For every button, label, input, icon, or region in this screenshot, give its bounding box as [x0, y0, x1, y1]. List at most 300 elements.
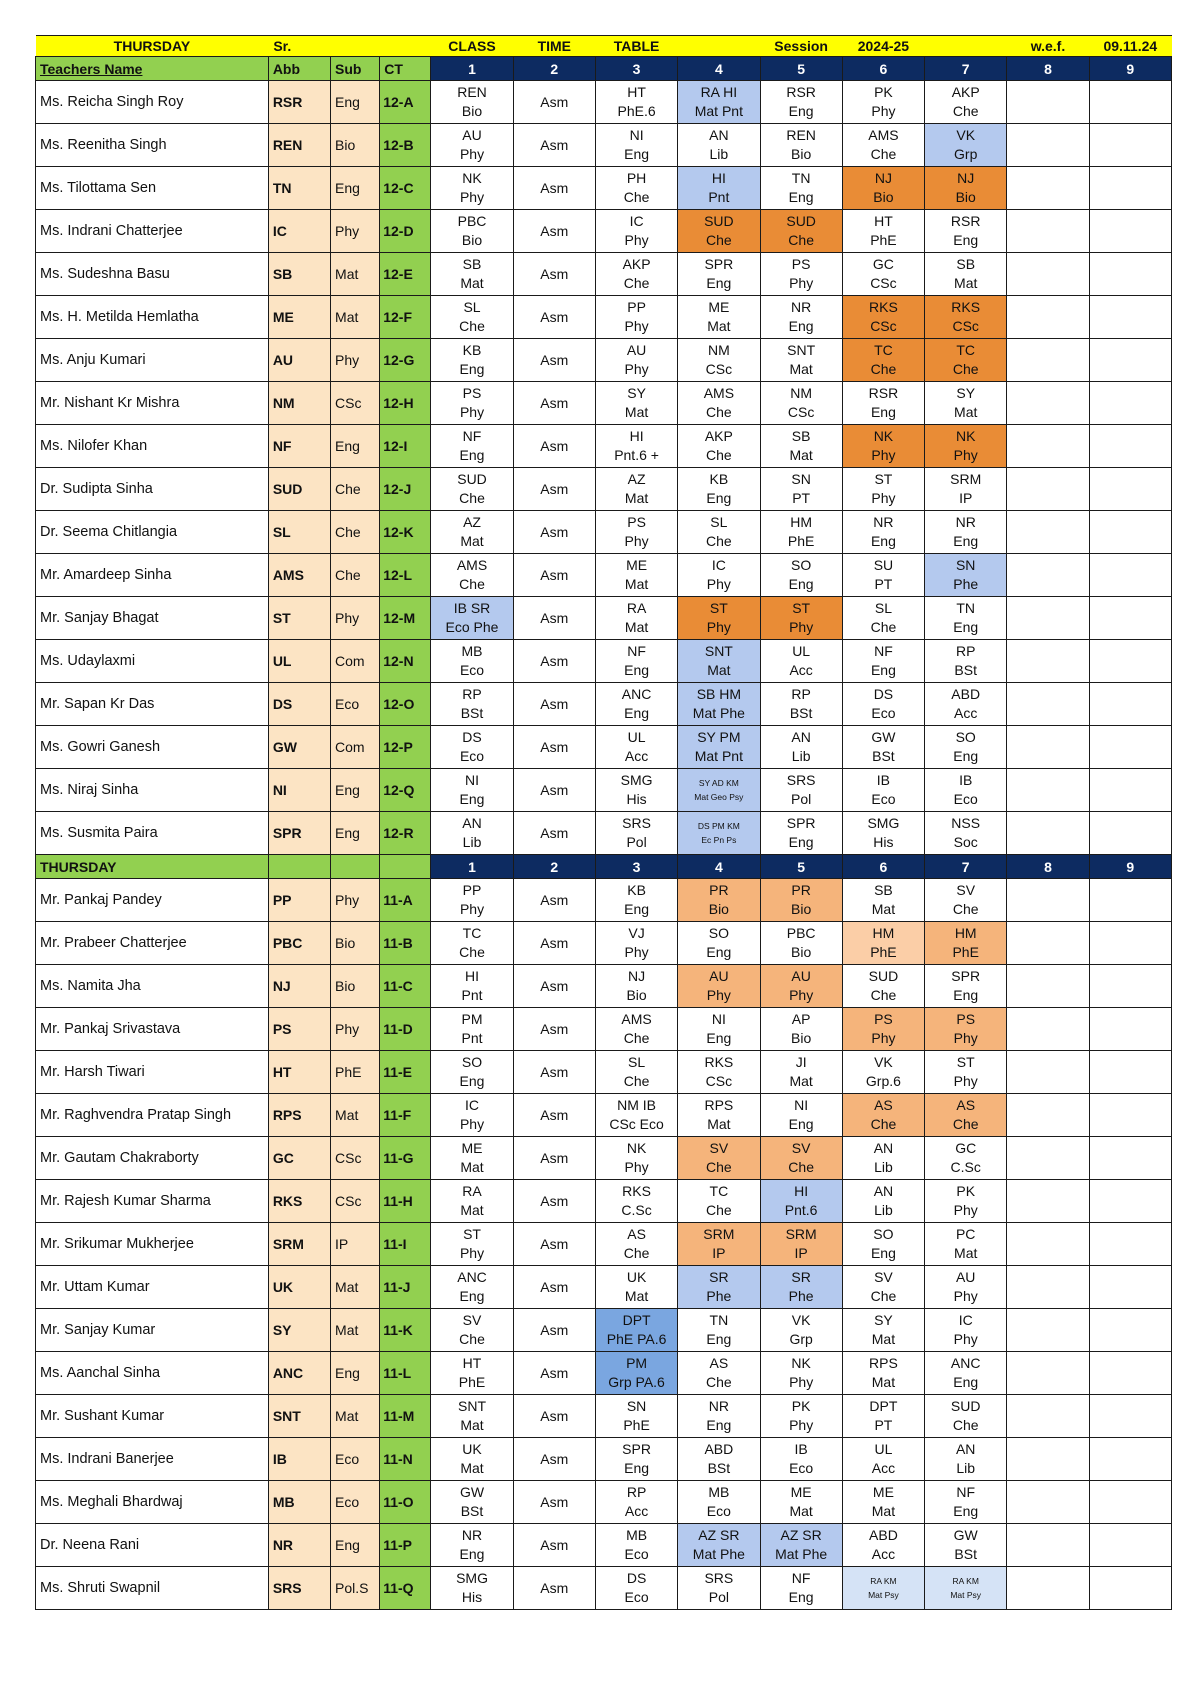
period-cell: [925, 339, 1007, 382]
period-cell: [431, 296, 513, 339]
teacher-row: [36, 922, 1172, 965]
teacher-row: [36, 726, 1172, 769]
teacher-row: [36, 1567, 1172, 1610]
period-cell: [513, 1008, 595, 1051]
period-subject: Mat Psy: [868, 1590, 899, 1600]
period-cell: [513, 1223, 595, 1266]
period-teacher: NF: [874, 643, 893, 659]
period-subject: His: [873, 834, 894, 850]
period-cell: [1089, 511, 1171, 554]
period-cell: [595, 1094, 677, 1137]
period-teacher: PS: [956, 1011, 976, 1027]
teacher-abbreviation: ST: [268, 597, 330, 640]
period-teacher: GW: [871, 729, 896, 745]
period-teacher: AMS: [621, 1011, 652, 1027]
period-teacher: SY: [627, 385, 646, 401]
period-cell: [1007, 769, 1089, 812]
teacher-abbreviation: SUD: [268, 468, 330, 511]
period-cell: [431, 511, 513, 554]
period-subject: Eng: [788, 189, 814, 205]
teacher-abbreviation: NI: [268, 769, 330, 812]
period-teacher: SPR: [704, 256, 734, 272]
period-teacher: AKP: [622, 256, 651, 272]
period-teacher: Asm: [540, 1579, 569, 1596]
period-subject: CSc: [705, 1073, 733, 1089]
period-teacher: KB: [627, 882, 646, 898]
period-subject: Grp.6: [865, 1073, 901, 1089]
period-cell: [1007, 1008, 1089, 1051]
period-cell: [760, 1008, 842, 1051]
teacher-subject: Eco: [331, 1481, 380, 1524]
teacher-name: Ms. Tilottama Sen: [36, 167, 269, 210]
period-subject: Eng: [953, 748, 979, 764]
period-teacher: RA HI: [700, 84, 738, 100]
period-teacher: NI: [629, 127, 644, 143]
period-teacher: ANC: [621, 686, 652, 702]
period-cell: [1089, 769, 1171, 812]
period-cell: [513, 1524, 595, 1567]
period-cell: [760, 1266, 842, 1309]
period-teacher: SN: [791, 471, 811, 487]
teacher-row: [36, 124, 1172, 167]
period-cell: [431, 339, 513, 382]
period-teacher: IB SR: [453, 600, 491, 616]
period-cell: [1007, 1395, 1089, 1438]
period-subject: Eco: [459, 748, 485, 764]
period-subject: PhE: [870, 232, 897, 248]
period-cell: [842, 339, 924, 382]
period-subject: Eng: [624, 901, 650, 917]
period-subject: PhE: [787, 533, 815, 549]
period-teacher: SNT: [704, 643, 733, 659]
period-subject: PhE: [952, 944, 979, 960]
period-subject: Che: [623, 1030, 650, 1046]
class-teacher-of: 12-I: [380, 425, 431, 468]
period-subject: PhE: [458, 1374, 486, 1390]
period-cell: [431, 468, 513, 511]
period-cell: [678, 1481, 760, 1524]
period-teacher: PK: [791, 1398, 811, 1414]
period-teacher: GW: [953, 1527, 978, 1543]
period-cell: [513, 339, 595, 382]
period-subject: Eng: [788, 834, 814, 850]
class-teacher-of: 11-I: [380, 1223, 431, 1266]
period-teacher: Asm: [540, 738, 569, 755]
period-teacher: AMS: [456, 557, 488, 573]
period-teacher: RP: [626, 1484, 647, 1500]
period-subject: PhE PA.6: [606, 1331, 667, 1347]
period-cell: [842, 965, 924, 1008]
teacher-name: Ms. Namita Jha: [36, 965, 269, 1008]
period-teacher: Asm: [540, 781, 569, 798]
period-subject: Bio: [791, 901, 812, 917]
period-cell: [678, 1309, 760, 1352]
period-subject: PhE.6: [617, 103, 656, 119]
period-teacher: HI: [711, 170, 726, 186]
period-cell: [760, 1051, 842, 1094]
period-cell: [431, 1180, 513, 1223]
period-teacher: AN: [873, 1140, 894, 1156]
period-subject: Che: [788, 1159, 814, 1175]
period-cell: [1089, 1438, 1171, 1481]
period-cell: [431, 683, 513, 726]
teacher-name: Mr. Sushant Kumar: [36, 1395, 269, 1438]
period-teacher: AKP: [951, 84, 980, 100]
teacher-abbreviation: AU: [268, 339, 330, 382]
period-cell: [760, 81, 842, 124]
period-subject: Eng: [953, 533, 979, 549]
period-cell: [760, 965, 842, 1008]
class-teacher-of: 11-G: [380, 1137, 431, 1180]
time-label: TIME: [513, 36, 595, 57]
period-teacher: SB: [791, 428, 811, 444]
period-cell: [431, 1524, 513, 1567]
period-teacher: Asm: [540, 308, 569, 325]
period-subject: Che: [459, 1331, 485, 1347]
period-subject: CSc: [870, 275, 897, 291]
period-subject: Mat Psy: [950, 1590, 982, 1600]
period-teacher: RPS: [869, 1355, 898, 1371]
teacher-name: Ms. Gowri Ganesh: [36, 726, 269, 769]
period-teacher: SRS: [622, 815, 651, 831]
period-subject: Bio: [791, 1030, 812, 1046]
period-teacher: Asm: [540, 1235, 569, 1252]
period-cell: [678, 1438, 760, 1481]
period-subject: Che: [870, 1288, 897, 1304]
teacher-abbreviation: GW: [268, 726, 330, 769]
teacher-subject: CSc: [331, 382, 380, 425]
teacher-row: [36, 597, 1172, 640]
period-cell: [595, 1008, 677, 1051]
period-cell: [1007, 1051, 1089, 1094]
period-cell: [513, 769, 595, 812]
period-subject: Mat: [707, 1116, 731, 1132]
period-subject: Phy: [871, 447, 896, 463]
period-subject: Eng: [870, 1245, 896, 1261]
class-teacher-of: 11-K: [380, 1309, 431, 1352]
period-teacher: HI: [794, 1183, 809, 1199]
period-teacher: SUD: [786, 213, 816, 229]
period-subject: Mat: [460, 1417, 484, 1433]
teacher-abbreviation: SY: [268, 1309, 330, 1352]
period-subject: Phy: [459, 146, 485, 162]
period-cell: [925, 1395, 1007, 1438]
period-cell: [1089, 640, 1171, 683]
period-cell: [513, 1180, 595, 1223]
period-cell: [842, 1266, 924, 1309]
period-subject: Eco: [953, 791, 978, 807]
period-cell: [595, 965, 677, 1008]
period-cell: [760, 597, 842, 640]
period-cell: [1007, 683, 1089, 726]
period-cell: [925, 922, 1007, 965]
period-subject: Eng: [870, 404, 896, 420]
period-teacher: PR: [791, 882, 811, 898]
period-teacher: SRS: [786, 772, 816, 788]
period-header: 3: [595, 57, 677, 81]
period-subject: Mat: [871, 1331, 896, 1347]
period-cell: [925, 1567, 1007, 1610]
teacher-name: Ms. Susmita Paira: [36, 812, 269, 855]
wef-label: w.e.f.: [1007, 36, 1089, 57]
period-subject: Mat: [707, 318, 731, 334]
period-subject: Eng: [953, 1503, 979, 1519]
period-cell: [431, 922, 513, 965]
period-teacher: UK: [626, 1269, 647, 1285]
period-teacher: SY AD KM: [698, 778, 739, 788]
period-cell: [678, 1137, 760, 1180]
class-teacher-of: 12-N: [380, 640, 431, 683]
period-teacher: DPT: [869, 1398, 898, 1414]
period-teacher: Asm: [540, 1020, 569, 1037]
period-teacher: MB: [461, 643, 483, 659]
teacher-row: [36, 1051, 1172, 1094]
period-teacher: Asm: [540, 1407, 569, 1424]
period-cell: [925, 425, 1007, 468]
period-teacher: JI: [795, 1054, 807, 1070]
period-subject: Eng: [706, 944, 732, 960]
period-subject: Phy: [789, 1417, 814, 1433]
period-teacher: Asm: [540, 136, 569, 153]
period-teacher: HM: [872, 925, 895, 941]
teacher-subject: Eng: [331, 1524, 380, 1567]
period-subject: Che: [788, 232, 814, 248]
period-cell: [1007, 922, 1089, 965]
period-cell: [513, 1481, 595, 1524]
period-cell: [760, 1438, 842, 1481]
period-cell: [678, 425, 760, 468]
period-subject: Che: [706, 1202, 732, 1218]
class-teacher-of: 12-L: [380, 554, 431, 597]
period-teacher: TC: [709, 1183, 729, 1199]
teacher-row: [36, 1438, 1172, 1481]
period-subject: BSt: [460, 1503, 484, 1519]
teacher-name: Mr. Pankaj Pandey: [36, 879, 269, 922]
period-cell: [595, 683, 677, 726]
period-header: 9: [1089, 57, 1171, 81]
period-subject: PhE: [870, 944, 897, 960]
period-cell: [431, 554, 513, 597]
period-cell: [595, 124, 677, 167]
period-subject: Che: [870, 619, 897, 635]
period-cell: [513, 554, 595, 597]
period-cell: [842, 1309, 924, 1352]
wef-date: 09.11.24: [1089, 36, 1171, 57]
period-teacher: AU: [626, 342, 647, 358]
period-cell: [595, 167, 677, 210]
period-teacher: RP: [462, 686, 482, 702]
period-subject: Bio: [461, 232, 483, 248]
period-cell: [1089, 1137, 1171, 1180]
period-teacher: HT: [627, 84, 646, 100]
period-cell: [842, 382, 924, 425]
period-subject: Eng: [788, 1589, 814, 1605]
period-cell: [1007, 1266, 1089, 1309]
teacher-row: [36, 210, 1172, 253]
period-cell: [925, 210, 1007, 253]
period-cell: [760, 425, 842, 468]
period-cell: [760, 468, 842, 511]
period-subject: Che: [870, 361, 897, 377]
period-cell: [1089, 382, 1171, 425]
period-cell: [842, 879, 924, 922]
period-cell: [842, 554, 924, 597]
period-subject: Phy: [624, 944, 649, 960]
period-cell: [431, 812, 513, 855]
period-cell: [1089, 81, 1171, 124]
period-teacher: SY PM: [697, 729, 741, 745]
period-cell: [431, 425, 513, 468]
period-subject: Che: [706, 447, 732, 463]
period-cell: [513, 683, 595, 726]
teacher-abbreviation: NM: [268, 382, 330, 425]
period-teacher: MB: [708, 1484, 730, 1500]
period-teacher: NI: [711, 1011, 726, 1027]
period-header: 4: [678, 855, 760, 879]
teacher-name: Ms. Meghali Bhardwaj: [36, 1481, 269, 1524]
period-cell: [1089, 210, 1171, 253]
period-subject: CSc: [952, 318, 979, 334]
period-teacher: PP: [627, 299, 646, 315]
teacher-abbreviation: SB: [268, 253, 330, 296]
period-cell: [925, 726, 1007, 769]
class-teacher-of: 11-N: [380, 1438, 431, 1481]
period-subject: Phy: [706, 987, 731, 1003]
day-title: THURSDAY: [36, 36, 269, 57]
period-cell: [595, 253, 677, 296]
class-teacher-of: 11-E: [380, 1051, 431, 1094]
period-teacher: Asm: [540, 1106, 569, 1123]
period-cell: [760, 296, 842, 339]
period-cell: [678, 81, 760, 124]
period-cell: [1007, 1567, 1089, 1610]
period-teacher: Asm: [540, 1493, 569, 1510]
teacher-subject: Che: [331, 554, 380, 597]
period-subject: Mat: [460, 1460, 484, 1476]
period-subject: Phy: [953, 447, 978, 463]
period-subject: Pol: [708, 1589, 729, 1605]
teacher-row: [36, 1481, 1172, 1524]
period-cell: [1007, 1524, 1089, 1567]
period-subject: Mat: [954, 404, 978, 420]
teacher-subject: Che: [331, 468, 380, 511]
period-teacher: ME: [790, 1484, 812, 1500]
teacher-name: Mr. Nishant Kr Mishra: [36, 382, 269, 425]
teacher-subject: Com: [331, 726, 380, 769]
period-subject: Acc: [789, 662, 813, 678]
period-cell: [1089, 1094, 1171, 1137]
period-cell: [1007, 1180, 1089, 1223]
period-cell: [1089, 554, 1171, 597]
class-teacher-of: 12-O: [380, 683, 431, 726]
period-teacher: PH: [626, 170, 647, 186]
period-subject: Che: [870, 1116, 897, 1132]
period-teacher: SUD: [950, 1398, 981, 1414]
period-teacher: MB: [626, 1527, 648, 1543]
teacher-name: Mr. Harsh Tiwari: [36, 1051, 269, 1094]
period-teacher: AU: [462, 127, 482, 143]
period-cell: [1089, 683, 1171, 726]
period-teacher: RSR: [786, 84, 816, 100]
teacher-name: Dr. Sudipta Sinha: [36, 468, 269, 511]
table-label: TABLE: [595, 36, 677, 57]
period-teacher: ST: [956, 1054, 975, 1070]
period-cell: [513, 296, 595, 339]
period-header: 6: [842, 57, 924, 81]
period-subject: PhE: [623, 1417, 650, 1433]
period-cell: [925, 81, 1007, 124]
period-cell: [1007, 124, 1089, 167]
teacher-abbreviation: ANC: [268, 1352, 330, 1395]
period-header: 2: [513, 855, 595, 879]
period-subject: Che: [952, 1116, 979, 1132]
period-subject: Eng: [788, 576, 814, 592]
period-cell: [842, 683, 924, 726]
period-cell: [513, 468, 595, 511]
period-cell: [513, 1309, 595, 1352]
period-cell: [925, 296, 1007, 339]
teacher-abbreviation: SNT: [268, 1395, 330, 1438]
period-subject: Mat: [954, 275, 978, 291]
period-cell: [595, 1051, 677, 1094]
teacher-subject: Phy: [331, 339, 380, 382]
period-subject: Mat Pnt: [694, 103, 743, 119]
period-cell: [513, 382, 595, 425]
period-teacher: Asm: [540, 566, 569, 583]
period-cell: [678, 1094, 760, 1137]
period-teacher: Asm: [540, 891, 569, 908]
teacher-row: [36, 468, 1172, 511]
period-subject: Mat: [460, 533, 484, 549]
period-teacher: IC: [465, 1097, 480, 1113]
period-subject: Acc: [871, 1460, 896, 1476]
period-cell: [925, 1481, 1007, 1524]
period-subject: Lib: [874, 1159, 893, 1175]
period-subject: Che: [623, 1073, 650, 1089]
period-subject: Eng: [870, 533, 896, 549]
period-header: 5: [760, 855, 842, 879]
period-cell: [925, 554, 1007, 597]
teacher-row: [36, 1309, 1172, 1352]
period-cell: [842, 511, 924, 554]
period-teacher: PK: [874, 84, 893, 100]
period-cell: [678, 726, 760, 769]
teacher-subject: Che: [331, 511, 380, 554]
period-cell: [513, 1567, 595, 1610]
period-header: 1: [431, 855, 513, 879]
title-row: [36, 36, 1172, 57]
teacher-abbreviation: RSR: [268, 81, 330, 124]
period-teacher: NF: [956, 1484, 976, 1500]
period-cell: [431, 1438, 513, 1481]
period-subject: Eng: [953, 987, 979, 1003]
period-cell: [1007, 1481, 1089, 1524]
period-subject: Che: [706, 1374, 732, 1390]
period-header: 9: [1089, 855, 1171, 879]
period-cell: [595, 922, 677, 965]
period-cell: [1007, 210, 1089, 253]
period-subject: Eng: [624, 705, 650, 721]
class-teacher-of: 12-B: [380, 124, 431, 167]
period-teacher: SMG: [620, 772, 653, 788]
teacher-abbreviation: TN: [268, 167, 330, 210]
period-teacher: PS: [874, 1011, 893, 1027]
teacher-name: Ms. Reicha Singh Roy: [36, 81, 269, 124]
period-cell: [760, 879, 842, 922]
class-teacher-of: 12-P: [380, 726, 431, 769]
period-cell: [595, 812, 677, 855]
period-header: 3: [595, 855, 677, 879]
